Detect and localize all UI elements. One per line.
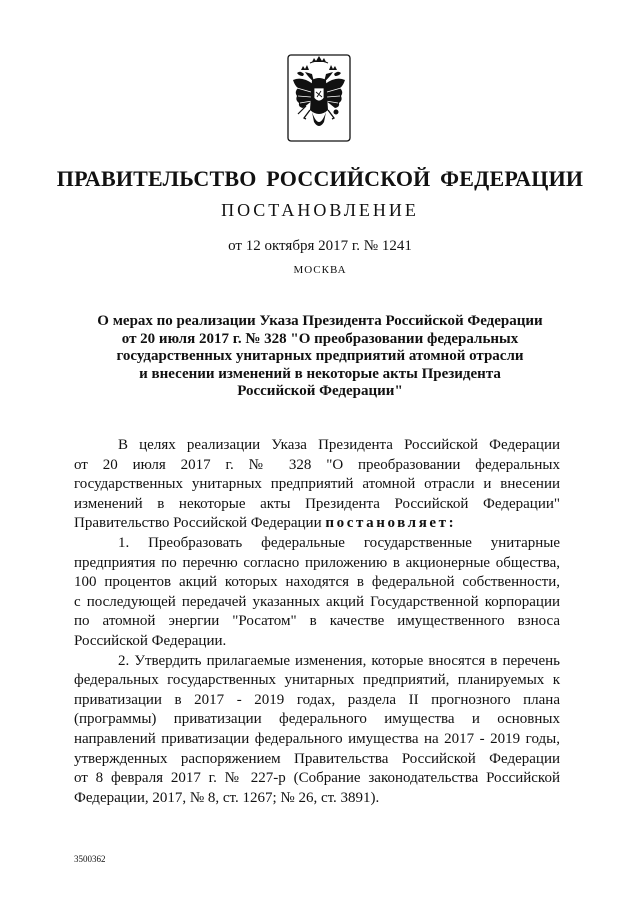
document-code: 3500362: [74, 854, 106, 864]
body-line: [74, 514, 560, 534]
document-title: [60, 313, 580, 401]
body-line: В целях реализации Указа Президента Российской Федерации: [118, 437, 560, 453]
body-line: 100 процентов акций которых находятся в федеральной собственности,: [74, 574, 560, 591]
enacting-body: Правительство Российской Федерации: [74, 515, 322, 532]
body-line: 1. Преобразовать федеральные государственные унитарные: [118, 534, 560, 551]
body-line: Российской Федерации.: [74, 632, 227, 649]
body-line: 2. Утвердить прилагаемые изменения, которые вносятся в перечень: [118, 652, 560, 669]
body-line: предприятия по перечню согласно приложению в акционерные общества,: [74, 554, 560, 571]
document-date-number: от 12 октября 2017 г. № 1241: [228, 238, 412, 254]
government-name: ПРАВИТЕЛЬСТВО РОССИЙСКОЙ ФЕДЕРАЦИИ: [56, 166, 584, 191]
body-line: направлений приватизации федерального имущества на 2017 - 2019 годы,: [74, 730, 560, 747]
body-line: (программы) приватизации федерального имущества и основных: [74, 711, 560, 728]
body-line: приватизации в 2017 - 2019 годах, раздела II прогнозного плана: [74, 691, 560, 708]
body-line: утвержденных распоряжением Правительства Российской Федерации: [74, 750, 560, 767]
decree-verb: постановляет:: [325, 515, 457, 532]
body-line: от 20 июля 2017 г. № 328 "О преобразовании федеральных: [74, 456, 560, 473]
body-line: по атомной энергии "Росатом" в качестве имущественного взноса: [74, 613, 560, 630]
title-line: О мерах по реализации Указа Президента Российской Федерации: [97, 313, 543, 329]
coat-of-arms-icon: [268, 52, 370, 144]
title-line: Российской Федерации": [237, 383, 403, 399]
title-line: от 20 июля 2017 г. № 328 "О преобразовании федеральных: [121, 330, 519, 347]
title-line: и внесении изменений в некоторые акты Президента: [139, 365, 501, 382]
body-line: от 8 февраля 2017 г. № 227-р (Собрание законодательства Российской: [74, 770, 560, 787]
document-body: [74, 436, 560, 808]
body-line: с последующей передачей указанных акций Государственной корпорации: [74, 593, 560, 610]
document-city: МОСКВА: [293, 264, 347, 276]
body-line: Федерации, 2017, № 8, ст. 1267; № 26, ст. 3891).: [74, 789, 380, 806]
title-line: государственных унитарных предприятий атомной отрасли: [116, 348, 524, 364]
body-line: государственных унитарных предприятий атомной отрасли и внесении: [74, 476, 560, 493]
body-line: изменений в некоторые акты Президента Российской Федерации": [74, 495, 560, 512]
body-line: федеральных государственных унитарных предприятий, планируемых к: [74, 672, 560, 689]
document-type: ПОСТАНОВЛЕНИЕ: [221, 200, 419, 220]
